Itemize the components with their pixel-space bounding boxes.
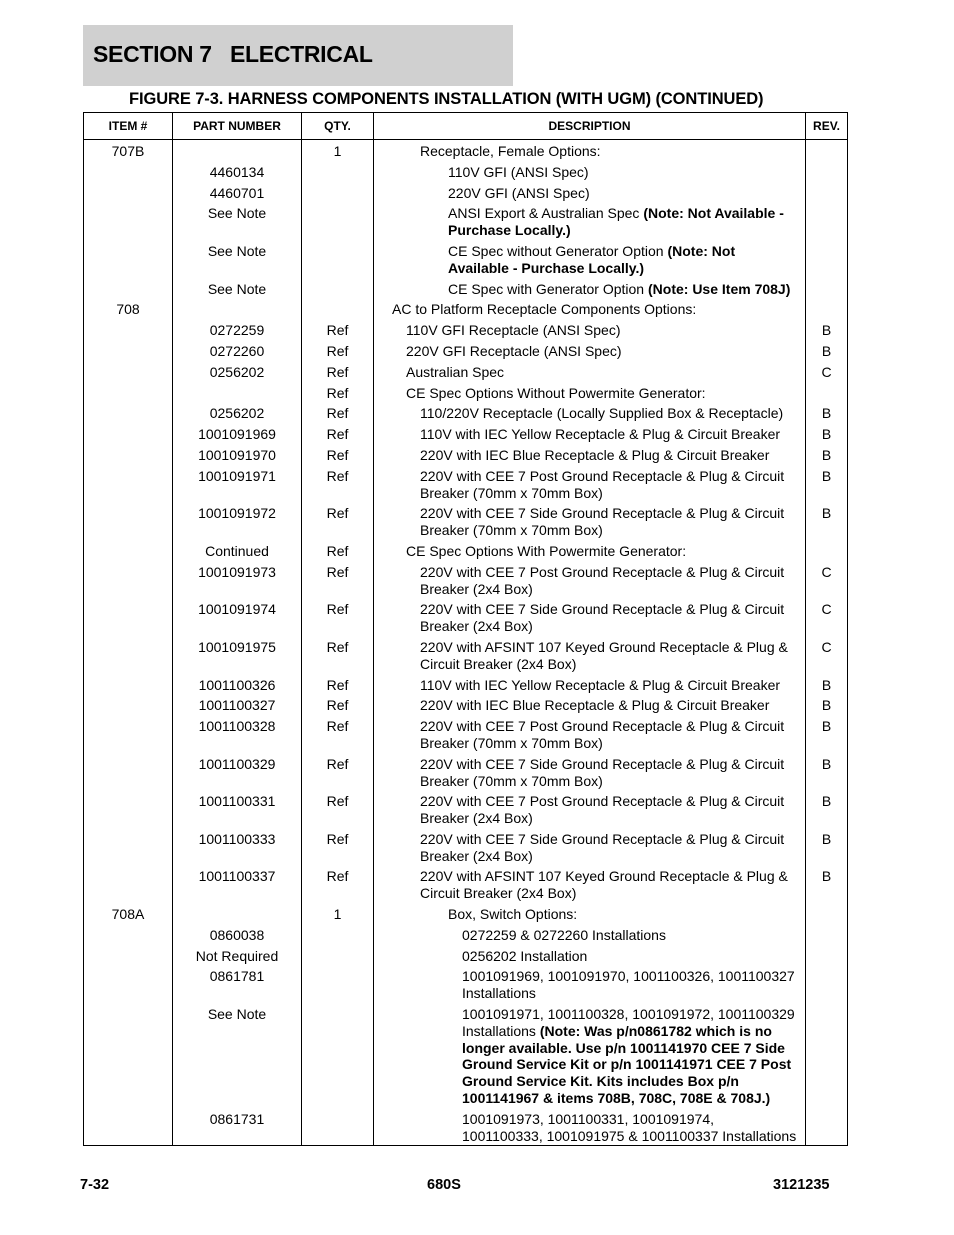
qty-cell <box>302 946 374 967</box>
item-number-cell <box>84 504 173 542</box>
part-number-cell: 4460134 <box>173 162 302 183</box>
description-text: 220V with CEE 7 Side Ground Receptacle & Plug & Circuit Breaker (2x4 Box) <box>420 830 785 864</box>
qty-cell: Ref <box>302 675 374 696</box>
description-cell <box>374 425 806 446</box>
description-text: 110V GFI (ANSI Spec) <box>448 163 589 180</box>
description-cell <box>374 754 806 792</box>
table-row <box>84 383 848 404</box>
description-cell <box>374 321 806 342</box>
description-text: 220V with CEE 7 Post Ground Receptacle & Plug & Circuit Breaker (2x4 Box) <box>420 793 785 827</box>
table-row <box>84 183 848 204</box>
description-cell <box>374 445 806 466</box>
rev-cell <box>806 383 848 404</box>
description-text: 220V GFI Receptacle (ANSI Spec) <box>406 342 622 359</box>
description-text: 220V with AFSINT 107 Keyed Ground Receptacle & Plug & Circuit Breaker (2x4 Box) <box>420 638 788 672</box>
qty-cell: Ref <box>302 829 374 867</box>
table-row <box>84 600 848 638</box>
qty-cell: 1 <box>302 140 374 163</box>
item-number-cell <box>84 1005 173 1110</box>
rev-cell <box>806 162 848 183</box>
table-row <box>84 321 848 342</box>
description-cell <box>374 1005 806 1110</box>
qty-cell: Ref <box>302 445 374 466</box>
footer-page-number: 7-32 <box>80 1177 110 1193</box>
description-cell <box>374 362 806 383</box>
description-cell <box>374 300 806 321</box>
item-number-cell <box>84 925 173 946</box>
description-text: 220V with CEE 7 Post Ground Receptacle & Plug & Circuit Breaker (70mm x 70mm Box) <box>420 467 785 501</box>
description-cell <box>374 541 806 562</box>
description-cell <box>374 383 806 404</box>
rev-cell: B <box>806 466 848 504</box>
part-number-cell <box>173 140 302 163</box>
description-cell <box>374 1109 806 1146</box>
description-cell <box>374 279 806 300</box>
item-number-cell <box>84 341 173 362</box>
description-text: 110V with IEC Yellow Receptacle & Plug & Circuit Breaker <box>420 676 781 693</box>
description-text: 0256202 Installation <box>462 947 588 964</box>
part-number-cell: 1001100337 <box>173 867 302 905</box>
rev-cell: B <box>806 404 848 425</box>
table-row <box>84 792 848 830</box>
qty-cell: Ref <box>302 600 374 638</box>
description-text: 0272259 & 0272260 Installations <box>462 926 666 943</box>
description-text: Box, Switch Options: <box>448 906 578 923</box>
description-cell <box>374 341 806 362</box>
item-number-cell: 708 <box>84 300 173 321</box>
qty-cell: Ref <box>302 792 374 830</box>
rev-cell: C <box>806 637 848 675</box>
part-number-cell: 1001091973 <box>173 562 302 600</box>
qty-cell: Ref <box>302 717 374 755</box>
rev-cell <box>806 204 848 242</box>
description-text: 110V GFI Receptacle (ANSI Spec) <box>406 322 621 339</box>
part-number-cell: 0861731 <box>173 1109 302 1146</box>
rev-cell <box>806 140 848 163</box>
item-number-cell <box>84 946 173 967</box>
table-row <box>84 425 848 446</box>
rev-cell: B <box>806 696 848 717</box>
table-row <box>84 637 848 675</box>
rev-cell: B <box>806 504 848 542</box>
qty-cell: Ref <box>302 541 374 562</box>
qty-cell: Ref <box>302 562 374 600</box>
qty-cell <box>302 300 374 321</box>
rev-cell <box>806 925 848 946</box>
description-cell <box>374 925 806 946</box>
description-text: CE Spec with Generator Option <box>448 280 648 297</box>
item-number-cell <box>84 279 173 300</box>
table-row <box>84 967 848 1005</box>
header-part-number: PART NUMBER <box>173 113 302 140</box>
section-title: SECTION 7 ELECTRICAL <box>93 41 373 67</box>
rev-cell <box>806 279 848 300</box>
table-row <box>84 162 848 183</box>
description-text: 1001091971, 1001100328, 1001091972, 1001100329 Installations <box>462 1006 795 1039</box>
item-number-cell <box>84 829 173 867</box>
table-row <box>84 754 848 792</box>
table-row <box>84 905 848 926</box>
table-row <box>84 696 848 717</box>
qty-cell: Ref <box>302 383 374 404</box>
header-item: ITEM # <box>84 113 173 140</box>
part-number-cell: 1001091975 <box>173 637 302 675</box>
part-number-cell: 1001091974 <box>173 600 302 638</box>
item-number-cell <box>84 637 173 675</box>
item-number-cell <box>84 321 173 342</box>
qty-cell: Ref <box>302 321 374 342</box>
qty-cell: 1 <box>302 905 374 926</box>
table-row <box>84 946 848 967</box>
part-number-cell: 0256202 <box>173 404 302 425</box>
item-number-cell <box>84 1109 173 1146</box>
part-number-cell <box>173 383 302 404</box>
part-number-cell: 1001100326 <box>173 675 302 696</box>
table-row <box>84 867 848 905</box>
qty-cell: Ref <box>302 425 374 446</box>
rev-cell: B <box>806 792 848 830</box>
item-number-cell <box>84 425 173 446</box>
part-number-cell: 1001091969 <box>173 425 302 446</box>
table-row <box>84 466 848 504</box>
table-row <box>84 562 848 600</box>
item-number-cell <box>84 404 173 425</box>
description-note: (Note: Not Available - Purchase Locally.) <box>448 205 784 239</box>
table-row <box>84 1005 848 1110</box>
description-cell <box>374 162 806 183</box>
description-text: CE Spec Options With Powermite Generator: <box>406 542 687 559</box>
item-number-cell <box>84 792 173 830</box>
rev-cell <box>806 967 848 1005</box>
part-number-cell: 1001091970 <box>173 445 302 466</box>
item-number-cell <box>84 696 173 717</box>
description-text: Receptacle, Female Options: <box>420 143 601 159</box>
table-row <box>84 675 848 696</box>
header-description: DESCRIPTION <box>374 113 806 140</box>
item-number-cell: 708A <box>84 905 173 926</box>
qty-cell: Ref <box>302 504 374 542</box>
rev-cell: B <box>806 445 848 466</box>
part-number-cell: Continued <box>173 541 302 562</box>
item-number-cell <box>84 754 173 792</box>
description-cell <box>374 183 806 204</box>
rev-cell: B <box>806 675 848 696</box>
part-number-cell: 1001100333 <box>173 829 302 867</box>
rev-cell: B <box>806 717 848 755</box>
description-cell <box>374 140 806 163</box>
table-row <box>84 925 848 946</box>
description-text: 110V with IEC Yellow Receptacle & Plug & Circuit Breaker <box>420 426 781 443</box>
item-number-cell <box>84 383 173 404</box>
qty-cell <box>302 1005 374 1110</box>
qty-cell: Ref <box>302 404 374 425</box>
item-number-cell <box>84 204 173 242</box>
part-number-cell: 1001100328 <box>173 717 302 755</box>
description-cell <box>374 204 806 242</box>
footer-doc-number: 3121235 <box>773 1177 830 1193</box>
table-row <box>84 829 848 867</box>
rev-cell <box>806 1109 848 1146</box>
rev-cell <box>806 541 848 562</box>
qty-cell: Ref <box>302 466 374 504</box>
description-cell <box>374 946 806 967</box>
description-cell <box>374 717 806 755</box>
table-header-row <box>84 113 848 140</box>
description-text: 220V with CEE 7 Post Ground Receptacle & Plug & Circuit Breaker (70mm x 70mm Box) <box>420 718 785 751</box>
description-text: 220V with CEE 7 Side Ground Receptacle & Plug & Circuit Breaker (2x4 Box) <box>420 601 785 635</box>
rev-cell <box>806 1005 848 1110</box>
qty-cell <box>302 162 374 183</box>
item-number-cell <box>84 562 173 600</box>
qty-cell <box>302 925 374 946</box>
qty-cell <box>302 241 374 279</box>
qty-cell <box>302 1109 374 1146</box>
description-text: 220V with IEC Blue Receptacle & Plug & Circuit Breaker <box>420 697 770 714</box>
table-row <box>84 300 848 321</box>
rev-cell: B <box>806 829 848 867</box>
description-cell <box>374 504 806 542</box>
part-number-cell: See Note <box>173 204 302 242</box>
item-number-cell <box>84 675 173 696</box>
description-note: (Note: Not Available - Purchase Locally.) <box>448 242 736 276</box>
rev-cell <box>806 241 848 279</box>
description-text: CE Spec Options Without Powermite Generator: <box>406 384 706 401</box>
table-row <box>84 204 848 242</box>
description-cell <box>374 967 806 1005</box>
table-row <box>84 362 848 383</box>
part-number-cell: 1001091972 <box>173 504 302 542</box>
description-text: 1001091969, 1001091970, 1001100326, 1001100327 Installations <box>462 968 795 1002</box>
part-number-cell: See Note <box>173 241 302 279</box>
qty-cell <box>302 279 374 300</box>
description-text: 110/220V Receptacle (Locally Supplied Box & Receptacle) <box>420 405 784 422</box>
part-number-cell: 4460701 <box>173 183 302 204</box>
part-number-cell: 0272259 <box>173 321 302 342</box>
qty-cell: Ref <box>302 341 374 362</box>
part-number-cell: Not Required <box>173 946 302 967</box>
description-text: 220V with CEE 7 Side Ground Receptacle & Plug & Circuit Breaker (70mm x 70mm Box) <box>420 755 785 789</box>
description-text: 220V GFI (ANSI Spec) <box>448 184 590 201</box>
qty-cell: Ref <box>302 867 374 905</box>
description-cell <box>374 600 806 638</box>
part-number-cell: See Note <box>173 1005 302 1110</box>
table-row <box>84 140 848 163</box>
table-row <box>84 341 848 362</box>
table-row <box>84 541 848 562</box>
item-number-cell <box>84 717 173 755</box>
rev-cell: B <box>806 321 848 342</box>
description-text: 220V with IEC Blue Receptacle & Plug & Circuit Breaker <box>420 446 770 463</box>
description-cell <box>374 867 806 905</box>
rev-cell: C <box>806 362 848 383</box>
description-text: CE Spec without Generator Option <box>448 242 668 259</box>
item-number-cell <box>84 241 173 279</box>
description-cell <box>374 562 806 600</box>
rev-cell <box>806 183 848 204</box>
part-number-cell: 0256202 <box>173 362 302 383</box>
table-row <box>84 445 848 466</box>
description-text: 220V with AFSINT 107 Keyed Ground Receptacle & Plug & Circuit Breaker (2x4 Box) <box>420 868 788 902</box>
description-cell <box>374 675 806 696</box>
part-number-cell <box>173 300 302 321</box>
rev-cell: C <box>806 562 848 600</box>
footer-model: 680S <box>427 1177 461 1193</box>
header-qty: QTY. <box>302 113 374 140</box>
rev-cell: B <box>806 867 848 905</box>
qty-cell <box>302 183 374 204</box>
description-cell <box>374 404 806 425</box>
item-number-cell <box>84 445 173 466</box>
part-number-cell <box>173 905 302 926</box>
item-number-cell: 707B <box>84 140 173 163</box>
part-number-cell: 1001100329 <box>173 754 302 792</box>
rev-cell: B <box>806 754 848 792</box>
description-text: AC to Platform Receptacle Components Options: <box>392 301 697 318</box>
qty-cell: Ref <box>302 754 374 792</box>
item-number-cell <box>84 967 173 1005</box>
description-note: (Note: Use Item 708J) <box>648 280 791 297</box>
table-row <box>84 241 848 279</box>
description-cell <box>374 829 806 867</box>
parts-table <box>83 112 848 1146</box>
rev-cell: B <box>806 341 848 362</box>
rev-cell: C <box>806 600 848 638</box>
description-text: 1001091973, 1001100331, 1001091974, 1001100333, 1001091975 & 1001100337 Installations <box>462 1110 797 1144</box>
table-row <box>84 1109 848 1146</box>
description-cell <box>374 905 806 926</box>
item-number-cell <box>84 362 173 383</box>
qty-cell: Ref <box>302 362 374 383</box>
table-row <box>84 279 848 300</box>
part-number-cell: 1001100331 <box>173 792 302 830</box>
description-text: 220V with CEE 7 Side Ground Receptacle & Plug & Circuit Breaker (70mm x 70mm Box) <box>420 505 785 539</box>
rev-cell <box>806 946 848 967</box>
description-cell <box>374 637 806 675</box>
part-number-cell: 1001100327 <box>173 696 302 717</box>
description-note: (Note: Was p/n0861782 which is no longer available. Use p/n 1001141970 CEE 7 Side Ground Service Kit or p/n 1001141971 CEE 7 Post Ground Service Kit. Kits includes Box p/n 1001141967 & items 708B, 708C, 708E & 708J.) <box>462 1022 792 1107</box>
description-cell <box>374 466 806 504</box>
rev-cell <box>806 905 848 926</box>
table-row <box>84 404 848 425</box>
table-row <box>84 504 848 542</box>
part-number-cell: 0860038 <box>173 925 302 946</box>
section-banner <box>83 25 513 86</box>
part-number-cell: 1001091971 <box>173 466 302 504</box>
description-cell <box>374 792 806 830</box>
qty-cell: Ref <box>302 696 374 717</box>
description-text: Australian Spec <box>406 363 505 380</box>
qty-cell <box>302 204 374 242</box>
part-number-cell: See Note <box>173 279 302 300</box>
item-number-cell <box>84 867 173 905</box>
figure-title: FIGURE 7-3. HARNESS COMPONENTS INSTALLATION (WITH UGM) (CONTINUED) <box>129 90 764 108</box>
rev-cell: B <box>806 425 848 446</box>
description-text: 220V with CEE 7 Post Ground Receptacle & Plug & Circuit Breaker (2x4 Box) <box>420 563 785 597</box>
description-cell <box>374 241 806 279</box>
item-number-cell <box>84 162 173 183</box>
item-number-cell <box>84 183 173 204</box>
description-cell <box>374 696 806 717</box>
header-rev: REV. <box>806 113 848 140</box>
item-number-cell <box>84 466 173 504</box>
table-row <box>84 717 848 755</box>
rev-cell <box>806 300 848 321</box>
part-number-cell: 0272260 <box>173 341 302 362</box>
item-number-cell <box>84 541 173 562</box>
qty-cell: Ref <box>302 637 374 675</box>
part-number-cell: 0861781 <box>173 967 302 1005</box>
description-text: ANSI Export & Australian Spec <box>448 205 644 222</box>
qty-cell <box>302 967 374 1005</box>
item-number-cell <box>84 600 173 638</box>
parts-table-body <box>84 140 848 1146</box>
